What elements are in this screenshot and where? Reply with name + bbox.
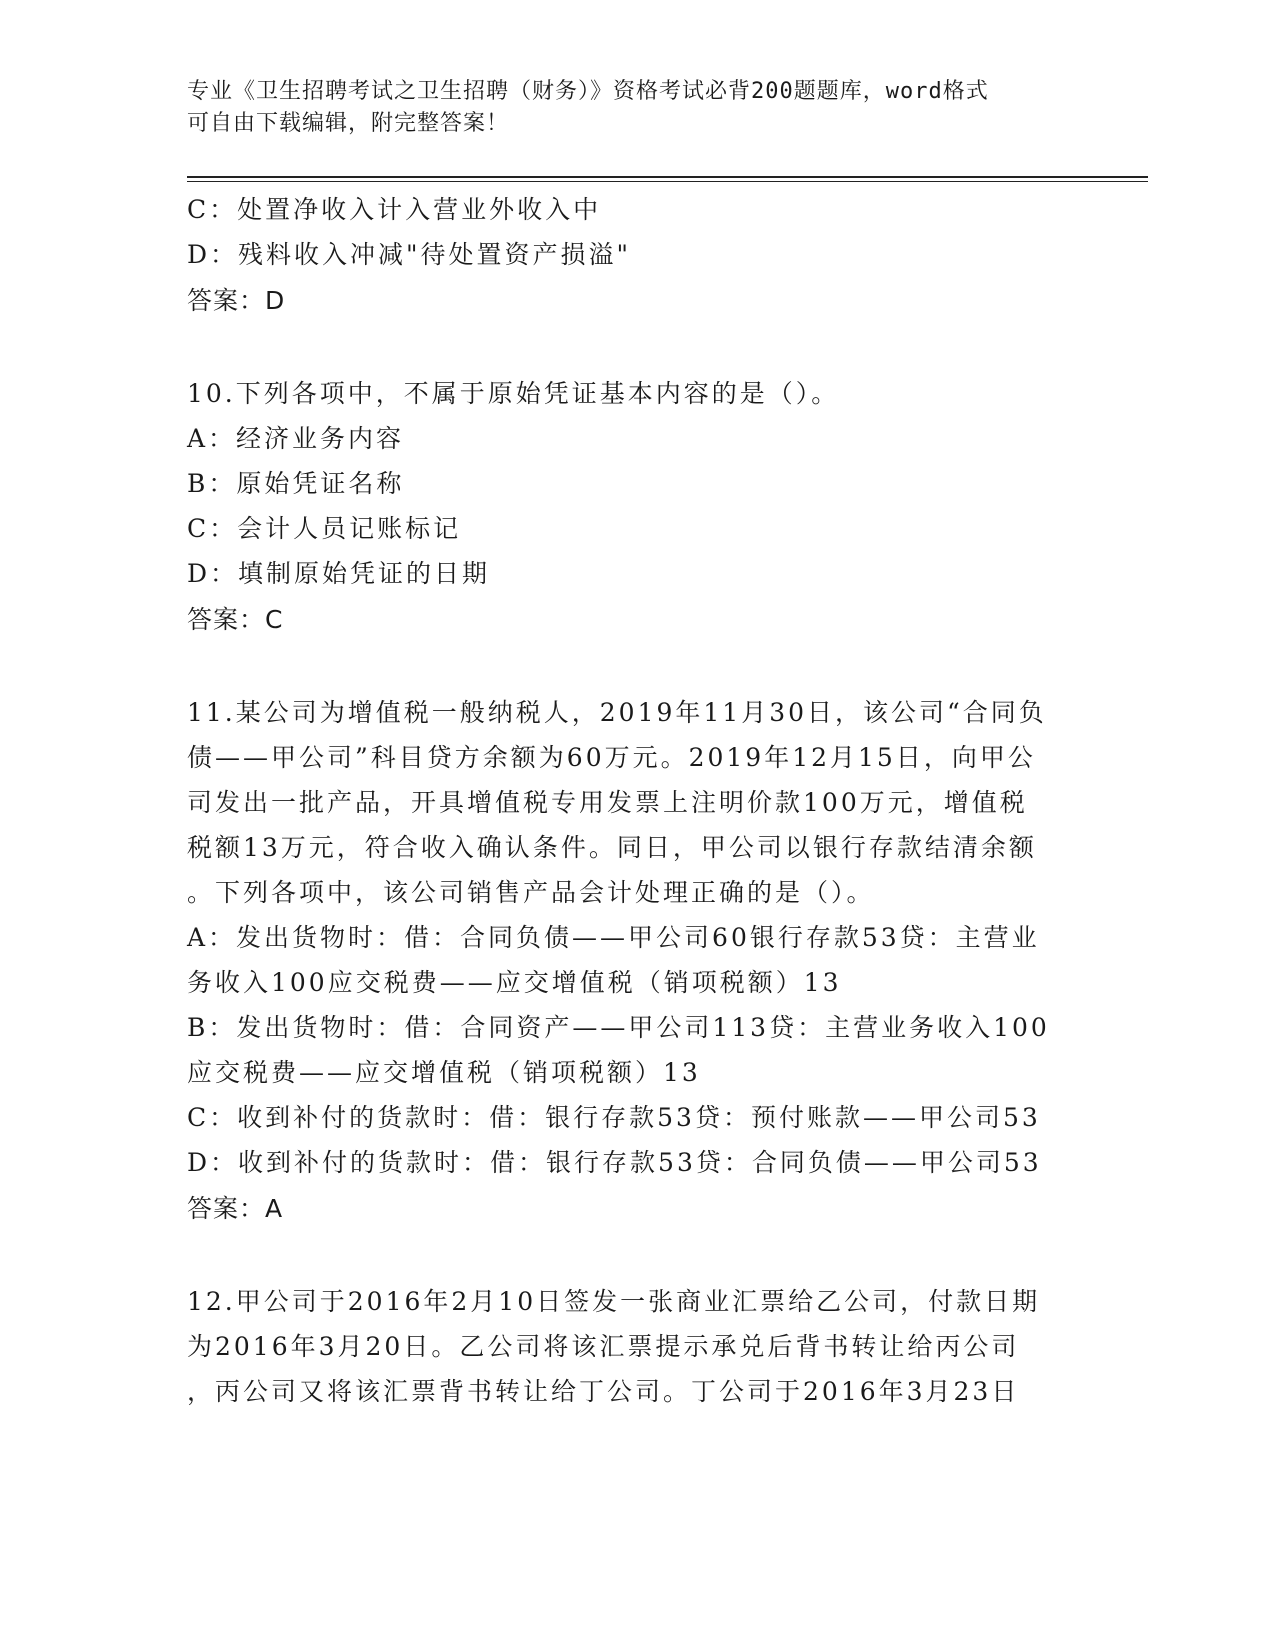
q11-option-d: D：收到补付的货款时：借：银行存款53贷：合同负债——甲公司53 [187, 1148, 1042, 1177]
q10-stem: 10.下列各项中，不属于原始凭证基本内容的是（）。 [187, 379, 840, 408]
q9-option-c: C：处置净收入计入营业外收入中 [187, 195, 602, 224]
question-content [187, 187, 1087, 1414]
q11-stem-line-2: 债——甲公司”科目贷方余额为60万元。2019年12月15日，向甲公 [187, 743, 1036, 772]
q10-answer: 答案：C [187, 605, 284, 634]
q11-stem-line-5: 。下列各项中，该公司销售产品会计处理正确的是（）。 [187, 878, 875, 907]
q11-answer: 答案：A [187, 1194, 284, 1223]
q12-stem-line-1: 12.甲公司于2016年2月10日签发一张商业汇票给乙公司，付款日期 [187, 1287, 1041, 1316]
q11-stem-line-1: 11.某公司为增值税一般纳税人，2019年11月30日，该公司“合同负 [187, 698, 1047, 727]
page-header [187, 76, 1067, 140]
q10-option-a: A：经济业务内容 [187, 424, 405, 453]
q11-option-a-line-2: 务收入100应交税费——应交增值税（销项税额）13 [187, 968, 842, 997]
q12-stem-line-2: 为2016年3月20日。乙公司将该汇票提示承兑后背书转让给丙公司 [187, 1332, 1020, 1361]
q11-option-b-line-1: B：发出货物时：借：合同资产——甲公司113贷：主营业务收入100 [187, 1013, 1050, 1042]
header-divider-thin [187, 181, 1148, 182]
header-divider-thick [187, 176, 1148, 178]
q10-option-d: D：填制原始凭证的日期 [187, 559, 491, 588]
q12-stem-line-3: ，丙公司又将该汇票背书转让给丁公司。丁公司于2016年3月23日 [187, 1377, 1020, 1406]
q9-answer: 答案：D [187, 286, 286, 315]
q10-option-c: C：会计人员记账标记 [187, 514, 462, 543]
q11-option-c: C：收到补付的货款时：借：银行存款53贷：预付账款——甲公司53 [187, 1103, 1041, 1132]
q11-stem-line-4: 税额13万元，符合收入确认条件。同日，甲公司以银行存款结清余额 [187, 833, 1037, 862]
q9-option-d: D：残料收入冲减"待处置资产损溢" [187, 240, 632, 269]
q11-option-a-line-1: A：发出货物时：借：合同负债——甲公司60银行存款53贷：主营业 [187, 923, 1040, 952]
q10-option-b: B：原始凭证名称 [187, 469, 405, 498]
q11-stem-line-3: 司发出一批产品，开具增值税专用发票上注明价款100万元，增值税 [187, 788, 1028, 817]
header-title-line-1: 专业《卫生招聘考试之卫生招聘（财务）》资格考试必背200题题库，word格式 [187, 79, 989, 104]
q11-option-b-line-2: 应交税费——应交增值税（销项税额）13 [187, 1058, 701, 1087]
header-title-line-2: 可自由下载编辑，附完整答案！ [187, 111, 510, 136]
